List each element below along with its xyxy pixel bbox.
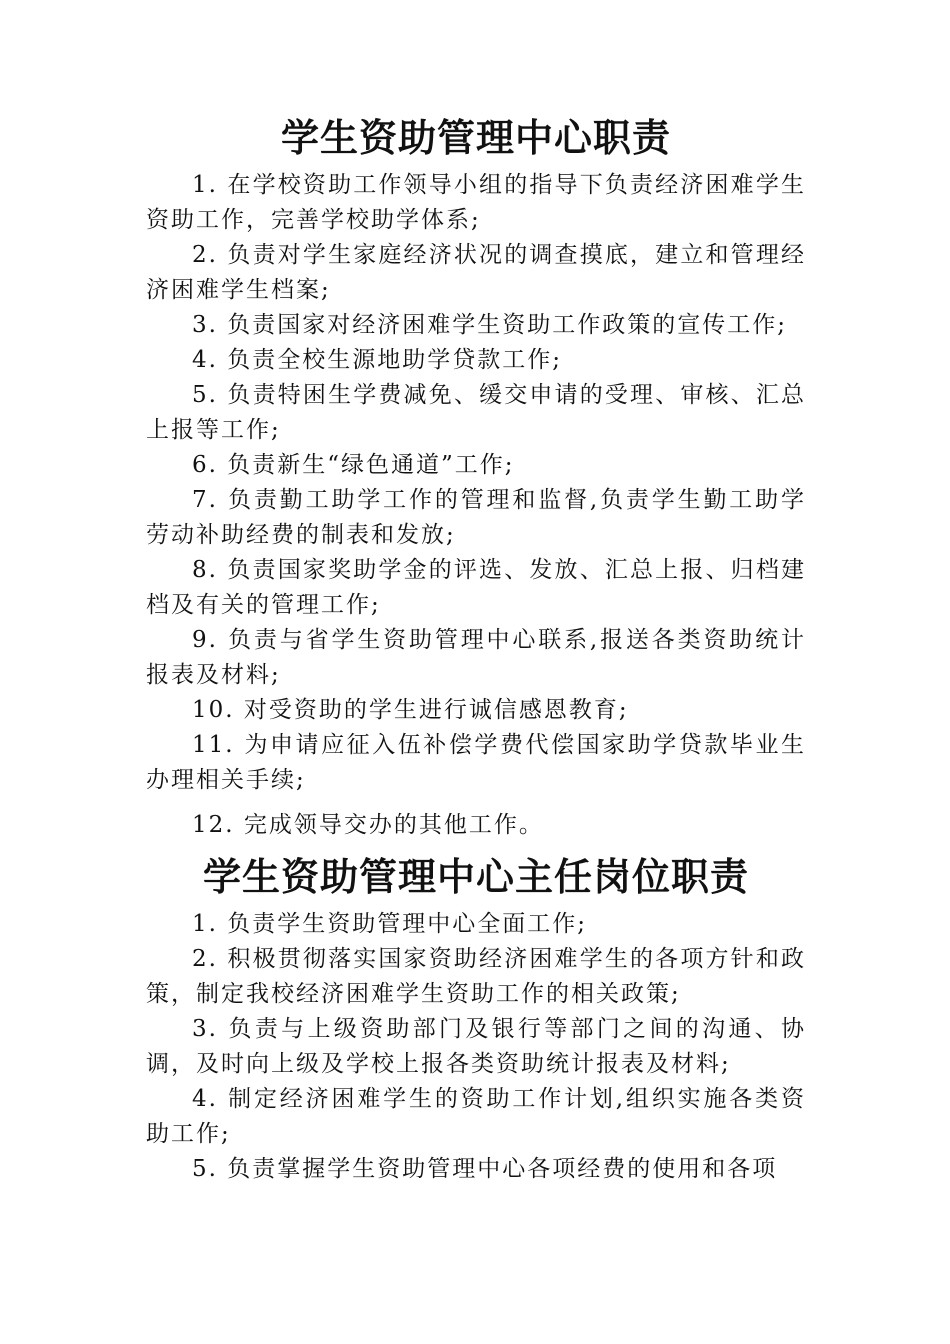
duty-item: 10. 对受资助的学生进行诚信感恩教育; [192,697,629,723]
duty-item: 1. 在学校资助工作领导小组的指导下负责经济困难学生资助工作，完善学校助学体系; [146,172,806,233]
duty-item: 5. 负责掌握学生资助管理中心各项经费的使用和各项 [192,1156,778,1182]
duty-item: 5. 负责特困生学费减免、缓交申请的受理、审核、汇总上报等工作; [146,382,806,443]
document-page [146,108,806,1187]
duty-item: 4. 制定经济困难学生的资助工作计划,组织实施各类资助工作; [146,1086,806,1147]
duty-item: 8. 负责国家奖助学金的评选、发放、汇总上报、归档建档及有关的管理工作; [146,557,806,618]
duty-item: 2. 积极贯彻落实国家资助经济困难学生的各项方针和政策，制定我校经济困难学生资助工作的相关政策; [146,946,806,1007]
section-title: 学生资助管理中心职责 [280,115,671,160]
section-director-duties [146,847,806,1187]
duty-item: 2. 负责对学生家庭经济状况的调查摸底，建立和管理经济困难学生档案; [146,242,806,303]
duty-item: 12. 完成领导交办的其他工作。 [192,812,544,838]
duty-item: 7. 负责勤工助学工作的管理和监督,负责学生勤工助学劳动补助经费的制表和发放; [146,487,806,548]
duty-item: 4. 负责全校生源地助学贷款工作; [192,347,563,373]
duty-item: 6. 负责新生“绿色通道”工作; [192,452,515,478]
section-center-duties [146,108,806,843]
duty-item: 3. 负责国家对经济困难学生资助工作政策的宣传工作; [192,312,788,338]
duty-item: 1. 负责学生资助管理中心全面工作; [192,911,588,937]
section-title: 学生资助管理中心主任岗位职责 [202,854,749,899]
duty-item: 9. 负责与省学生资助管理中心联系,报送各类资助统计报表及材料; [146,627,806,688]
duty-item: 11. 为申请应征入伍补偿学费代偿国家助学贷款毕业生办理相关手续; [146,732,806,793]
duty-item: 3. 负责与上级资助部门及银行等部门之间的沟通、协调，及时向上级及学校上报各类资助统计报表及材料; [146,1016,806,1077]
